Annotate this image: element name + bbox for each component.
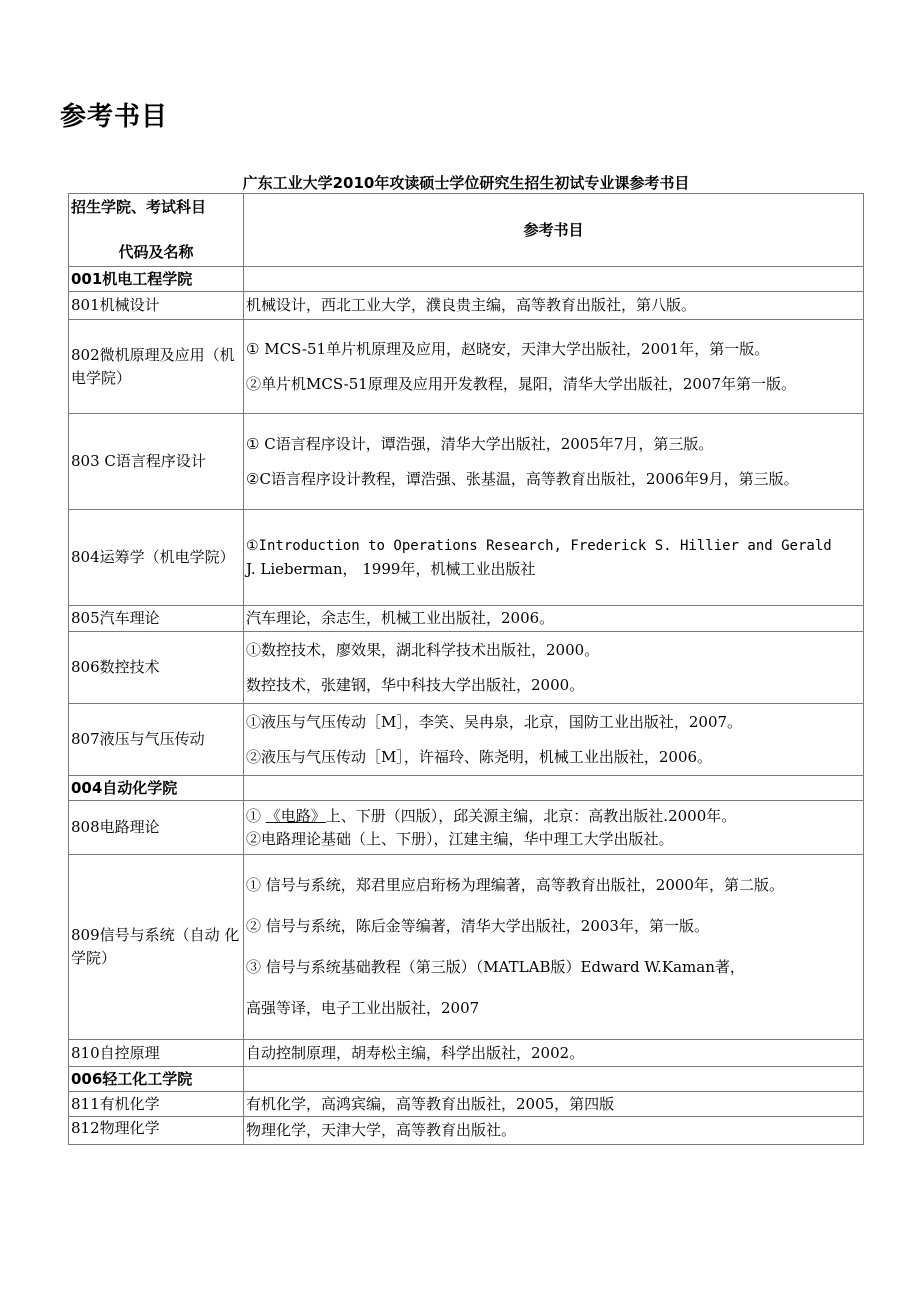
table-row xyxy=(69,320,864,414)
table-row xyxy=(69,1040,864,1067)
college-004: 004自动化学院 xyxy=(69,776,244,801)
books-801: 机械设计，西北工业大学，濮良贵主编，高等教育出版社，第八版。 xyxy=(244,292,864,320)
books-808: ① 《电路》上、下册（四版），邱关源主编，北京：高教出版社.2000年。 ②电路理论基础（上、下册），江建主编，华中理工大学出版社。 xyxy=(244,801,864,855)
table-row xyxy=(69,292,864,320)
table-row xyxy=(69,1092,864,1117)
header-subject: 招生学院、考试科目 代码及名称 xyxy=(69,194,244,267)
table-row xyxy=(69,414,864,510)
books-805: 汽车理论，余志生，机械工业出版社，2006。 xyxy=(244,606,864,632)
subject-804: 804运筹学（机电学院） xyxy=(69,510,244,606)
table-row xyxy=(69,704,864,776)
subject-808: 808电路理论 xyxy=(69,801,244,855)
header-books: 参考书目 xyxy=(244,194,864,267)
books-809: ① 信号与系统，郑君里应启珩杨为理编著，高等教育出版社，2000年，第二版。 ② 信号与系统，陈后金等编著，清华大学出版社，2003年，第一版。 ③ 信号与系统基础教程（第三版）（MATLAB版）Edward W.Kaman著， 高强等译，电子工业出版社，2007 xyxy=(244,855,864,1040)
college-row xyxy=(69,1067,864,1092)
books-806: ①数控技术，廖效果，湖北科学技术出版社，2000。 数控技术，张建钢，华中科技大学出版社，2000。 xyxy=(244,632,864,704)
college-row xyxy=(69,776,864,801)
table-header-row xyxy=(69,194,864,267)
subject-806: 806数控技术 xyxy=(69,632,244,704)
subject-803: 803 C语言程序设计 xyxy=(69,414,244,510)
subject-801: 801机械设计 xyxy=(69,292,244,320)
books-811: 有机化学，高鸿宾编，高等教育出版社，2005，第四版 xyxy=(244,1092,864,1117)
subject-812: 812物理化学 xyxy=(69,1117,244,1145)
subject-809: 809信号与系统（自动 化学院） xyxy=(69,855,244,1040)
books-812: 物理化学，天津大学，高等教育出版社。 xyxy=(244,1117,864,1145)
reference-table xyxy=(68,193,864,1145)
table-row xyxy=(69,801,864,855)
table-row xyxy=(69,855,864,1040)
books-804: ①Introduction to Operations Research, Frederick S. Hillier and Gerald J. Lieberman， 1999年，机械工业出版社 xyxy=(244,510,864,606)
books-802: ① MCS-51单片机原理及应用，赵晓安，天津大学出版社，2001年，第一版。 ②单片机MCS-51原理及应用开发教程，晁阳，清华大学出版社，2007年第一版。 xyxy=(244,320,864,414)
subject-802: 802微机原理及应用（机电学院） xyxy=(69,320,244,414)
subject-805: 805汽车理论 xyxy=(69,606,244,632)
table-row xyxy=(69,510,864,606)
subject-811: 811有机化学 xyxy=(69,1092,244,1117)
table-row xyxy=(69,606,864,632)
college-001: 001机电工程学院 xyxy=(69,267,244,292)
books-810: 自动控制原理，胡寿松主编，科学出版社，2002。 xyxy=(244,1040,864,1067)
subject-810: 810自控原理 xyxy=(69,1040,244,1067)
college-row xyxy=(69,267,864,292)
table-title: 广东工业大学2010年攻读硕士学位研究生招生初试专业课参考书目 xyxy=(242,174,690,192)
books-803: ① C语言程序设计，谭浩强，清华大学出版社，2005年7月，第三版。 ②C语言程序设计教程，谭浩强、张基温，高等教育出版社，2006年9月，第三版。 xyxy=(244,414,864,510)
college-006: 006轻工化工学院 xyxy=(69,1067,244,1092)
subject-807: 807液压与气压传动 xyxy=(69,704,244,776)
table-row xyxy=(69,1117,864,1145)
table-row xyxy=(69,632,864,704)
books-807: ①液压与气压传动［M］，李笑、吴冉泉，北京，国防工业出版社，2007。 ②液压与气压传动［M］，许福玲、陈尧明，机械工业出版社，2006。 xyxy=(244,704,864,776)
page-heading: 参考书目 xyxy=(60,102,169,132)
